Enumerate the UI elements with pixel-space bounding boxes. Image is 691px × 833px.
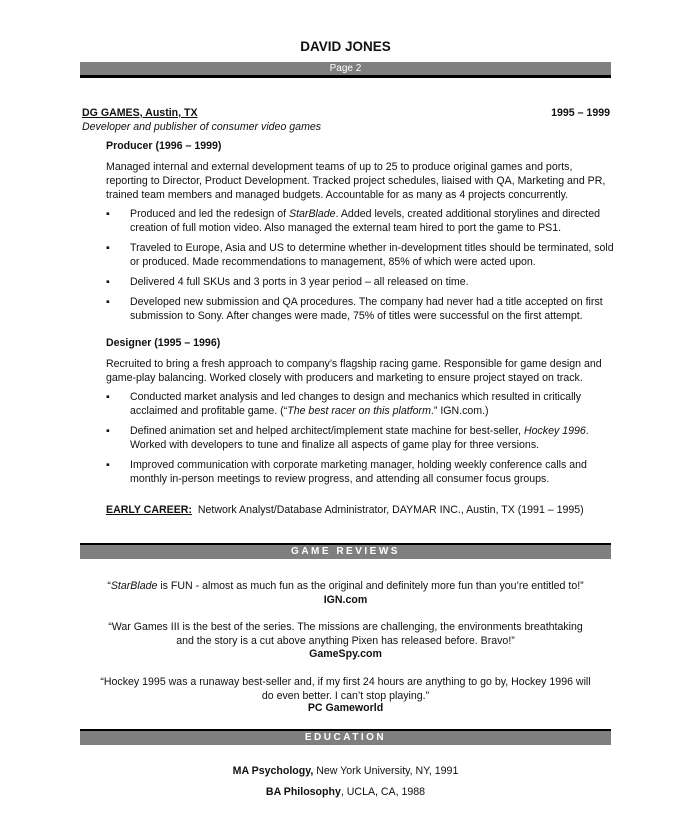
early-career-text: Network Analyst/Database Administrator, DAYMAR INC., Austin, TX (1991 – 1995) bbox=[197, 504, 584, 516]
bullet-text: Conducted market analysis and led changes to design and mechanics which resulted in critically acclaimed and profitable game. (“ bbox=[130, 391, 582, 417]
company-description: Developer and publisher of consumer video games bbox=[82, 121, 322, 133]
page-label-bar: Page 2 bbox=[80, 62, 611, 78]
review-quote: “War Games III is the best of the series. The missions are challenging, the environments breathtaking and the story is a cut above anything Pixen has released before. Bravo!” bbox=[108, 621, 583, 647]
bullet-icon: ▪ bbox=[106, 391, 110, 403]
review-source: GameSpy.com bbox=[309, 648, 382, 660]
bullet-text: Developed new submission and QA procedures. The company had never had a title accepted on first submission to Sony. After changes were made, 75% of titles were successful on the first attempt. bbox=[130, 296, 603, 322]
bullet-text: Traveled to Europe, Asia and US to determine whether in-development titles should be terminated, sold or produced. Made recommendations to management, 85% of which were acted upon. bbox=[130, 242, 614, 268]
bullet-text: Defined animation set and helped architect/implement state machine for best-seller, bbox=[130, 425, 524, 437]
bullet-text: . Worked with developers to tune and finalize all aspects of game play for three versions. bbox=[130, 425, 589, 451]
role-summary: Recruited to bring a fresh approach to company’s flagship racing game. Responsible for game design and game-play balancing. Worked closely with producers and marketing to ensure project stayed on track. bbox=[106, 358, 602, 384]
bullet-item bbox=[106, 207, 616, 235]
review-quote bbox=[80, 580, 611, 594]
section-header-game-reviews: GAME REVIEWS bbox=[80, 543, 611, 559]
bullet-text: Produced and led the redesign of bbox=[130, 208, 290, 220]
bullet-icon: ▪ bbox=[106, 242, 110, 254]
bullet-text: . Added levels, created additional storylines and directed creation of full motion video. Also managed the external team hired to port the game to PS1. bbox=[130, 208, 600, 234]
bullet-text: .” IGN.com.) bbox=[430, 405, 489, 417]
review-source: PC Gameworld bbox=[307, 702, 384, 714]
bullet-text: Delivered 4 full SKUs and 3 ports in 3 year period – all released on time. bbox=[130, 276, 469, 288]
bullet-item bbox=[106, 241, 616, 269]
school: , UCLA, CA, 1988 bbox=[340, 786, 426, 798]
game-title: StarBlade bbox=[110, 580, 158, 592]
review-quote: “Hockey 1995 was a runaway best-seller and, if my first 24 hours are anything to go by, Hockey 1996 will do even better. I can’t stop playing.” bbox=[100, 676, 591, 702]
bullet-icon: ▪ bbox=[106, 459, 110, 471]
review-source: IGN.com bbox=[323, 594, 368, 606]
bullet-item bbox=[106, 458, 616, 486]
bullet-item bbox=[106, 424, 616, 452]
game-title: StarBlade bbox=[289, 208, 336, 220]
role-title: Designer (1995 – 1996) bbox=[106, 337, 221, 349]
bullet-item bbox=[106, 295, 616, 323]
bullet-icon: ▪ bbox=[106, 276, 110, 288]
candidate-name: DAVID JONES bbox=[300, 39, 391, 54]
role-summary: Managed internal and external development teams of up to 25 to produce original games and ports, reporting to Director, Product Development. Tracked project schedules, liaised with QA, Marketing and PR, trained team members and managed budgets. Accountable for as many as 4 projects concurrently. bbox=[106, 161, 606, 201]
bullet-item bbox=[106, 275, 616, 289]
bullet-icon: ▪ bbox=[106, 208, 110, 220]
quote-text: The best racer on this platform bbox=[287, 405, 431, 417]
quote-text: “ bbox=[107, 580, 111, 592]
quote-text: is FUN - almost as much fun as the original and definitely more fun than you’re entitled to!” bbox=[157, 580, 584, 592]
job-dates: 1995 – 1999 bbox=[551, 107, 610, 119]
early-career bbox=[106, 503, 584, 517]
degree: MA Psychology, bbox=[232, 765, 314, 777]
degree: BA Philosophy bbox=[265, 786, 341, 798]
school: New York University, NY, 1991 bbox=[313, 765, 459, 777]
company-name: DG GAMES, Austin, TX bbox=[82, 107, 198, 119]
education-item bbox=[80, 786, 611, 800]
bullet-icon: ▪ bbox=[106, 296, 110, 308]
bullet-text: Improved communication with corporate marketing manager, holding weekly conference calls and monthly in-person meetings to review progress, and attending all consumer focus groups. bbox=[130, 459, 587, 485]
role-title: Producer (1996 – 1999) bbox=[106, 140, 222, 152]
education-item bbox=[80, 765, 611, 779]
game-title: Hockey 1996 bbox=[523, 425, 586, 437]
early-career-label: EARLY CAREER: bbox=[106, 504, 192, 516]
section-header-education: EDUCATION bbox=[80, 729, 611, 745]
bullet-icon: ▪ bbox=[106, 425, 110, 437]
bullet-item bbox=[106, 390, 616, 418]
